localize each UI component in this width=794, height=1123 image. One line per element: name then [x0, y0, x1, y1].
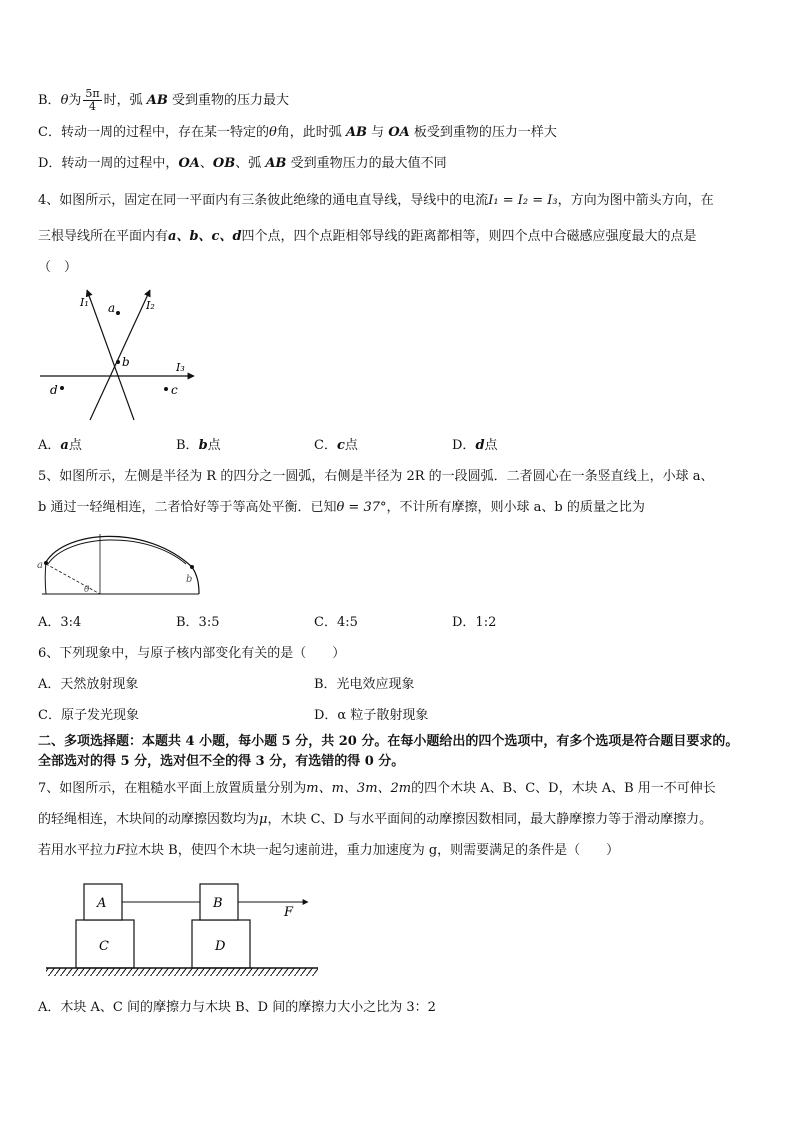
current-equation: I₁ = I₂ = I₃ — [488, 193, 558, 208]
point-d-label: d — [50, 383, 58, 397]
fraction-5pi-4 — [83, 88, 101, 113]
q4-option-a[interactable] — [38, 437, 82, 455]
section2-heading-line1: 二、多项选择题：本题共 4 小题，每小题 5 分，共 20 分。在每小题给出的四个选项中，有多个选项是符合题目要求的。 — [38, 734, 739, 749]
q3-d-text: 受到重物压力的最大值不同 — [290, 156, 447, 171]
q5-stem-line1: 5、如图所示，左侧是半径为 R 的四分之一圆弧，右侧是半径为 2R 的一段圆弧．二者圆心在一条竖直线上，小球 a、 — [38, 469, 714, 484]
option-point: c — [336, 438, 345, 453]
q5-option-c[interactable]: C．4:5 — [314, 615, 358, 630]
force-symbol: F — [116, 843, 126, 858]
point-a-dot — [116, 311, 120, 315]
q6-option-b[interactable]: B．光电效应现象 — [314, 677, 415, 692]
point-b-label: b — [122, 355, 130, 369]
point-b-dot — [116, 360, 120, 364]
option-point: d — [475, 438, 485, 453]
ball-a-label: a — [37, 560, 43, 571]
option-label: C． — [314, 438, 337, 453]
ball-b-label: b — [186, 574, 193, 585]
q3-b-text: 受到重物的压力最大 — [172, 93, 290, 108]
q4-stem-line1 — [38, 192, 714, 210]
board-oa: OA — [178, 156, 200, 171]
q6-stem: 6、下列现象中，与原子核内部变化有关的是（ ） — [38, 646, 346, 661]
block-d-label: D — [215, 939, 226, 954]
option-label: A． — [38, 438, 61, 453]
q7-text: 若用水平拉力 — [38, 843, 117, 858]
right-arc — [192, 567, 199, 594]
option-suffix: 点 — [484, 438, 498, 453]
point-d-dot — [60, 386, 64, 390]
q4-wire-figure — [38, 282, 208, 424]
outer-arc — [46, 536, 192, 567]
left-arc — [45, 562, 46, 594]
q4-text: ，方向为图中箭头方向，在 — [557, 193, 714, 208]
q4-text: 三根导线所在平面内有 — [38, 229, 169, 244]
label-i3: I₃ — [176, 361, 185, 374]
section2-heading-line2: 全部选对的得 5 分，选对但不全的得 3 分，有选错的得 0 分。 — [38, 754, 405, 769]
q3-b-text: 为 — [68, 93, 82, 108]
point-a-label: a — [108, 301, 116, 315]
theta-symbol: θ — [268, 125, 277, 140]
q7-stem-line2 — [38, 811, 712, 829]
q7-text: 的四个木块 A、B、C、D，木块 A、B 用一不可伸长 — [411, 781, 716, 796]
q6-option-a[interactable]: A．天然放射现象 — [38, 677, 139, 692]
q3-d-text: 、弧 — [235, 156, 262, 171]
q3-c-text: 与 — [371, 125, 385, 140]
board-ob: OB — [212, 156, 236, 171]
block-a-label: A — [97, 896, 107, 911]
option-point: b — [198, 438, 208, 453]
q7-text: 7、如图所示，在粗糙水平面上放置质量分别为 — [38, 781, 307, 796]
theta-label: θ — [84, 585, 90, 595]
arc-ab: AB — [265, 156, 287, 171]
q3-c-text: C．转动一周的过程中，存在某一特定的 — [38, 125, 269, 140]
q5-option-a[interactable]: A．3:4 — [38, 615, 82, 630]
q7-option-a[interactable]: A．木块 A、C 间的摩擦力与木块 B、D 间的摩擦力大小之比为 3：2 — [38, 1000, 436, 1015]
q7-text: ，木块 C、D 与水平面间的动摩擦因数相同，最大静摩擦力等于滑动摩擦力。 — [267, 812, 713, 827]
q3-d-text: 、 — [199, 156, 213, 171]
theta-equation: θ = 37° — [336, 500, 387, 515]
q3-option-c — [38, 124, 557, 142]
q3-option-b — [38, 88, 289, 113]
option-suffix: 点 — [68, 438, 82, 453]
ball-b — [190, 565, 194, 569]
board-oa: OA — [388, 125, 410, 140]
q7-blocks-figure — [44, 878, 324, 982]
q3-option-d — [38, 155, 447, 173]
q7-text: 拉木块 B，使四个木块一起匀速前进，重力加速度为 g，则需要满足的条件是（ ） — [125, 843, 620, 858]
theta-symbol: θ — [60, 93, 69, 108]
q4-option-c[interactable] — [314, 437, 358, 455]
q5-text: ，不计所有摩擦，则小球 a、b 的质量之比为 — [386, 500, 645, 515]
radius-line — [46, 564, 100, 594]
q3-c-text: 角，此时弧 — [276, 125, 342, 140]
q4-answer-bracket: （ ） — [38, 260, 78, 275]
q6-option-d[interactable]: D．α 粒子散射现象 — [314, 708, 429, 723]
arc-ab: AB — [345, 125, 368, 140]
q5-option-d[interactable]: D．1:2 — [452, 615, 497, 630]
fraction-denominator: 4 — [89, 100, 97, 113]
q3-b-text: 时，弧 — [103, 93, 143, 108]
option-point: a — [60, 438, 69, 453]
q7-stem-line1 — [38, 780, 716, 798]
q3-d-text: D．转动一周的过程中， — [38, 156, 179, 171]
masses-list: m、m、3m、2m — [306, 781, 412, 796]
label-i1: I₁ — [80, 296, 89, 309]
q4-option-b[interactable] — [176, 437, 221, 455]
q5-arc-figure — [36, 528, 206, 600]
mu-symbol: μ — [259, 812, 268, 827]
points-list: a、b、c、d — [168, 229, 242, 244]
q4-text: 4、如图所示，固定在同一平面内有三条彼此绝缘的通电直导线，导线中的电流 — [38, 193, 489, 208]
q4-option-d[interactable] — [452, 437, 498, 455]
q4-text: 四个点，四个点距相邻导线的距离都相等，则四个点中合磁感应强度最大的点是 — [241, 229, 697, 244]
q3-b-label: B． — [38, 93, 61, 108]
q7-stem-line3 — [38, 842, 619, 860]
force-label: F — [284, 905, 294, 920]
block-c-label: C — [99, 939, 109, 954]
q5-stem-line2 — [38, 499, 645, 517]
option-label: D． — [452, 438, 476, 453]
option-suffix: 点 — [344, 438, 358, 453]
q7-text: 的轻绳相连，木块间的动摩擦因数均为 — [38, 812, 260, 827]
ball-a — [44, 561, 48, 565]
option-label: B． — [176, 438, 199, 453]
option-suffix: 点 — [207, 438, 221, 453]
wire-i2 — [90, 290, 150, 420]
arc-ab: AB — [146, 93, 168, 108]
label-i2: I₂ — [146, 299, 155, 312]
q4-stem-line2 — [38, 228, 697, 246]
fraction-numerator: 5π — [85, 87, 100, 100]
point-c-dot — [164, 387, 168, 391]
q5-text: b 通过一轻绳相连，二者恰好等于等高处平衡．已知 — [38, 500, 337, 515]
q6-option-c[interactable]: C．原子发光现象 — [38, 708, 139, 723]
ground-hatching — [46, 968, 318, 976]
point-c-label: c — [171, 383, 178, 397]
q5-option-b[interactable]: B．3:5 — [176, 615, 220, 630]
q3-c-text: 板受到重物的压力一样大 — [413, 125, 557, 140]
block-b-label: B — [213, 896, 223, 911]
